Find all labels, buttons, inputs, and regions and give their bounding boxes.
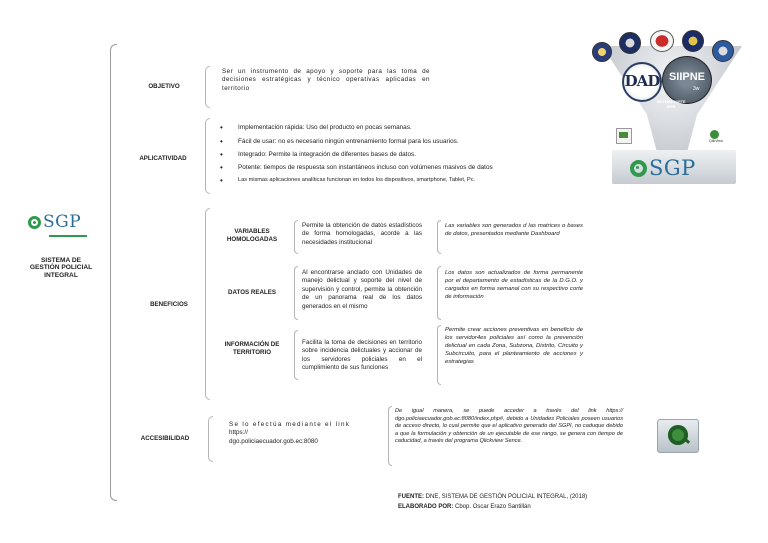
police-seal-5-icon (712, 40, 734, 62)
footer-fuente: FUENTE: DNE, SISTEMA DE GESTIÓN POLICIAL INTEGRAL, (2018) (398, 494, 588, 500)
system-title-line2: GESTIÓN POLICIAL (29, 264, 93, 272)
siipne-text: SIIPNE (668, 71, 706, 83)
systems-graphic (586, 26, 762, 186)
territorio-brace (294, 330, 298, 380)
accesibilidad-text: Se lo efectúa mediante el link https:// dgo.policiaecuador.gob.ec:8080 (229, 421, 359, 446)
datos-reales-note: Los datos son actualizados de forma permanente por el departamento de estadísticas de la D.G.O. y cargados en forma semanal con su respectivo corte de información (445, 270, 583, 300)
accesibilidad-link-part1[interactable]: https:// (229, 429, 248, 437)
sgp-logo-underline (49, 235, 87, 237)
footer-elaborado: ELABORADO POR: Cbop. Oscar Erazo Santillán (398, 504, 531, 510)
siipne-circle (662, 56, 712, 104)
funnel-text: SISTEMA PARTE WEB (656, 100, 686, 109)
qlikview-small-logo (702, 130, 730, 144)
dad-text: DAD (624, 72, 660, 90)
qlikview-icon (657, 419, 699, 453)
qlik-small-text: QlikView (709, 139, 723, 143)
objetivo-brace (205, 66, 210, 108)
territorio-desc: Facilita la toma de decisiones en territorio sobre incidencia delictuales y accionar de los servidores policiales en el cumplimiento de sus funciones (302, 339, 422, 372)
qlik-small-icon (710, 130, 719, 139)
variables-homologadas-label: VARIABLES HOMOLOGADAS (226, 228, 278, 243)
graphic-sgp-ring-icon (630, 160, 647, 177)
objetivo-text: Ser un instrumento de apoyo y soporte para las toma de decisiones estratégicas y técnico operativas aplicadas en territorio (222, 68, 430, 92)
accesibilidad-note-brace (388, 406, 392, 466)
police-seal-1-icon (592, 42, 612, 62)
informacion-territorio-label: INFORMACIÓN DE TERRITORIO (224, 341, 280, 356)
document-icon-mark (619, 132, 628, 138)
variables-note: Las variables son generados d las matrices o bases de datos, presentados mediante Dashboard (445, 223, 583, 237)
accesibilidad-label: ACCESIBILIDAD (140, 435, 190, 442)
datos-reales-desc: Al encontrarse anclado con Unidades de manejo delictual y soporte del nivel de supervisión y control, permite la obtención de un panorama real de los datos generados en el mismo (302, 269, 422, 310)
graphic-sgp-text: SGP (649, 156, 696, 180)
aplicatividad-item-2: • Fácil de usar: no es necesario ningún entrenamiento formal para los usuarios. (220, 137, 459, 146)
accesibilidad-brace (208, 416, 213, 462)
graphic-sgp-logo (630, 156, 696, 180)
document-icon (616, 128, 632, 144)
police-seal-4-icon (682, 30, 704, 52)
variables-brace (294, 220, 298, 254)
aplicatividad-item-4: • Potente: tiempos de respuesta son instantáneos incluso con volúmenes masivos de datos (220, 163, 493, 172)
beneficios-brace (205, 208, 210, 400)
system-title (22, 257, 100, 279)
aplicatividad-item-3: • Integrado: Permite la integración de diferentes bases de datos. (220, 150, 416, 159)
system-title-line1: SISTEMA DE (40, 257, 82, 264)
datos-reales-brace (294, 266, 298, 320)
objetivo-label: OBJETIVO (148, 83, 180, 90)
aplicatividad-item-5: • Las mismas aplicaciones analíticas funcionan en todos los dispositivos, smartphone, Tablet, Pc. (220, 176, 476, 185)
datos-reales-note-brace (437, 266, 441, 320)
variables-desc: Permite la obtención de datos estadísticos de forma homologadas, acorde a las necesidades institucional (302, 222, 422, 246)
territorio-note-brace (437, 325, 441, 385)
system-title-line3: INTEGRAL (44, 271, 78, 279)
territorio-note: Permite crear acciones preventivas en beneficio de los servidor4es policiales así como la prevención delictual en cada Zona, Subzona, Distrito, Circuito y Subcircuito, para el planteamiento de acciones y estrategias (445, 327, 583, 365)
sgp-logo-text: SGP (43, 212, 82, 232)
beneficios-label: BENEFICIOS (150, 301, 188, 308)
aplicatividad-label: APLICATIVIDAD (139, 155, 187, 162)
sgp-logo (28, 212, 81, 232)
sgp-ring-icon (28, 216, 41, 229)
aplicatividad-item-1: • Implementación rápida: Uso del producto en pocas semanas. (220, 123, 412, 132)
center-node (22, 206, 100, 288)
aplicatividad-brace (205, 118, 210, 194)
siipne-sub: 3w (693, 86, 700, 92)
dad-circle (622, 62, 662, 102)
variables-note-brace (437, 220, 441, 254)
police-seal-2-icon (619, 32, 641, 54)
accesibilidad-note: De igual manera, se puede acceder a través del link https:// dgo.policiaecuador.gob.ec:8080/index.php#, debido a Unidades Policiales poseen usuarios de acceso directo, lo cual permite que el aplicativo generado del SGPI, no caduque debido a que la formulación y obtención de un ejecutable de ese rango, se genera con tiempo de caducidad, a través del programa Qlickview Sence. (395, 408, 623, 445)
datos-reales-label: DATOS REALES (228, 289, 276, 296)
accesibilidad-link-part2[interactable]: dgo.policiaecuador.gob.ec:8080 (229, 437, 318, 445)
main-brace (110, 44, 117, 501)
police-seal-3-icon (650, 30, 674, 52)
